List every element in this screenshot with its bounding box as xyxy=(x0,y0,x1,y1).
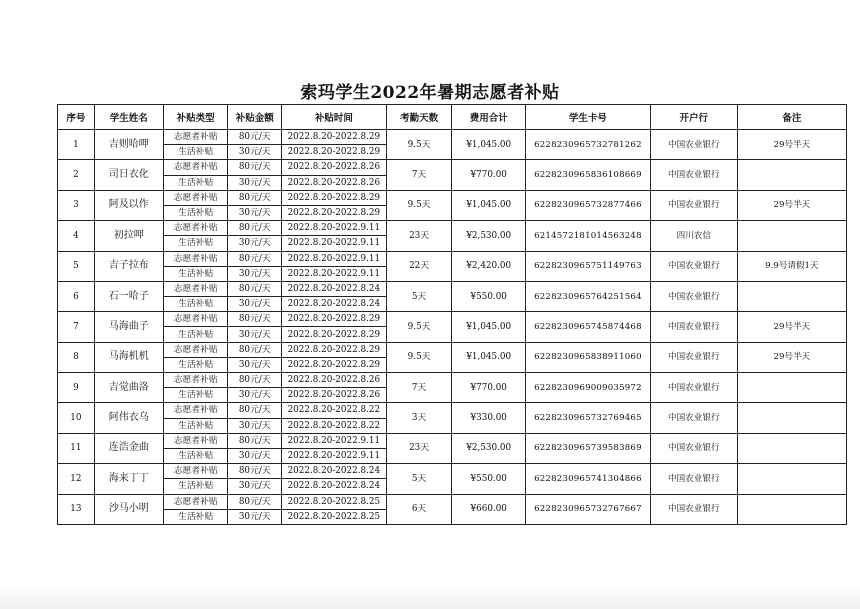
bank-name: 中国农业银行 xyxy=(650,342,737,372)
table-row xyxy=(58,130,847,145)
header-cell: 补贴金额 xyxy=(228,105,281,130)
total-amount: ¥1,045.00 xyxy=(452,130,526,160)
table-row xyxy=(58,190,847,205)
subsidy-type: 生活补贴 xyxy=(163,448,228,463)
table-row xyxy=(58,160,847,175)
total-amount: ¥1,045.00 xyxy=(452,312,526,342)
row-number: 11 xyxy=(58,433,95,463)
remark: 29号半天 xyxy=(737,312,846,342)
total-amount: ¥2,530.00 xyxy=(452,221,526,251)
table-row xyxy=(58,373,847,388)
page-bottom-edge xyxy=(0,584,860,609)
subsidy-type: 志愿者补贴 xyxy=(163,403,228,418)
subsidy-period: 2022.8.20-2022.8.29 xyxy=(281,342,386,357)
subsidy-period: 2022.8.20-2022.8.29 xyxy=(281,357,386,372)
subsidy-period: 2022.8.20-2022.8.24 xyxy=(281,479,386,494)
subsidy-type: 生活补贴 xyxy=(163,297,228,312)
row-number: 4 xyxy=(58,221,95,251)
remark: 9.9号请假1天 xyxy=(737,251,846,281)
subsidy-type: 生活补贴 xyxy=(163,205,228,220)
attendance-days: 22天 xyxy=(386,251,452,281)
subsidy-period: 2022.8.20-2022.8.26 xyxy=(281,160,386,175)
subsidy-table xyxy=(57,104,847,525)
subsidy-amount: 30元/天 xyxy=(228,327,281,342)
total-amount: ¥2,420.00 xyxy=(452,251,526,281)
subsidy-amount: 80元/天 xyxy=(228,130,281,145)
subsidy-type: 生活补贴 xyxy=(163,479,228,494)
remark xyxy=(737,160,846,190)
subsidy-type: 志愿者补贴 xyxy=(163,433,228,448)
total-amount: ¥770.00 xyxy=(452,373,526,403)
subsidy-type: 生活补贴 xyxy=(163,509,228,524)
subsidy-amount: 30元/天 xyxy=(228,205,281,220)
header-cell: 费用合计 xyxy=(452,105,526,130)
student-name: 吉子拉布 xyxy=(94,251,163,281)
subsidy-amount: 30元/天 xyxy=(228,357,281,372)
subsidy-type: 志愿者补贴 xyxy=(163,130,228,145)
bank-name: 中国农业银行 xyxy=(650,494,737,524)
subsidy-period: 2022.8.20-2022.8.29 xyxy=(281,130,386,145)
subsidy-amount: 30元/天 xyxy=(228,236,281,251)
student-card-number: 6228230965732767667 xyxy=(526,494,651,524)
bank-name: 中国农业银行 xyxy=(650,281,737,311)
subsidy-period: 2022.8.20-2022.8.24 xyxy=(281,297,386,312)
remark xyxy=(737,403,846,433)
attendance-days: 23天 xyxy=(386,433,452,463)
attendance-days: 9.5天 xyxy=(386,312,452,342)
attendance-days: 5天 xyxy=(386,281,452,311)
header-cell: 补贴类型 xyxy=(163,105,228,130)
row-number: 9 xyxy=(58,373,95,403)
subsidy-amount: 30元/天 xyxy=(228,266,281,281)
subsidy-type: 志愿者补贴 xyxy=(163,160,228,175)
total-amount: ¥550.00 xyxy=(452,281,526,311)
row-number: 10 xyxy=(58,403,95,433)
bank-name: 中国农业银行 xyxy=(650,373,737,403)
subsidy-type: 生活补贴 xyxy=(163,327,228,342)
attendance-days: 9.5天 xyxy=(386,130,452,160)
total-amount: ¥660.00 xyxy=(452,494,526,524)
bank-name: 中国农业银行 xyxy=(650,190,737,220)
subsidy-amount: 80元/天 xyxy=(228,403,281,418)
subsidy-period: 2022.8.20-2022.8.29 xyxy=(281,327,386,342)
row-number: 8 xyxy=(58,342,95,372)
remark: 29号半天 xyxy=(737,190,846,220)
subsidy-type: 生活补贴 xyxy=(163,175,228,190)
student-card-number: 6228230965838911060 xyxy=(526,342,651,372)
student-name: 连浩金曲 xyxy=(94,433,163,463)
subsidy-type: 志愿者补贴 xyxy=(163,342,228,357)
bank-name: 中国农业银行 xyxy=(650,312,737,342)
student-name: 沙马小明 xyxy=(94,494,163,524)
subsidy-type: 志愿者补贴 xyxy=(163,251,228,266)
student-card-number: 6228230965732877466 xyxy=(526,190,651,220)
row-number: 3 xyxy=(58,190,95,220)
subsidy-amount: 30元/天 xyxy=(228,145,281,160)
subsidy-amount: 80元/天 xyxy=(228,160,281,175)
subsidy-amount: 30元/天 xyxy=(228,509,281,524)
subsidy-period: 2022.8.20-2022.8.29 xyxy=(281,205,386,220)
table-row xyxy=(58,221,847,236)
subsidy-period: 2022.8.20-2022.9.11 xyxy=(281,236,386,251)
header-cell: 序号 xyxy=(58,105,95,130)
subsidy-period: 2022.8.20-2022.8.25 xyxy=(281,494,386,509)
header-cell: 备注 xyxy=(737,105,846,130)
subsidy-type: 志愿者补贴 xyxy=(163,221,228,236)
attendance-days: 7天 xyxy=(386,160,452,190)
header-cell: 开户行 xyxy=(650,105,737,130)
subsidy-amount: 30元/天 xyxy=(228,297,281,312)
row-number: 7 xyxy=(58,312,95,342)
subsidy-type: 志愿者补贴 xyxy=(163,312,228,327)
bank-name: 四川农信 xyxy=(650,221,737,251)
student-name: 初拉呷 xyxy=(94,221,163,251)
subsidy-amount: 30元/天 xyxy=(228,175,281,190)
student-name: 马海机机 xyxy=(94,342,163,372)
subsidy-amount: 80元/天 xyxy=(228,494,281,509)
attendance-days: 7天 xyxy=(386,373,452,403)
subsidy-amount: 80元/天 xyxy=(228,221,281,236)
student-name: 阿及以作 xyxy=(94,190,163,220)
subsidy-period: 2022.8.20-2022.8.22 xyxy=(281,403,386,418)
subsidy-type: 生活补贴 xyxy=(163,357,228,372)
student-card-number: 6228230965739583869 xyxy=(526,433,651,463)
remark xyxy=(737,494,846,524)
row-number: 1 xyxy=(58,130,95,160)
student-card-number: 6228230965741304866 xyxy=(526,464,651,494)
subsidy-amount: 30元/天 xyxy=(228,388,281,403)
subsidy-period: 2022.8.20-2022.9.11 xyxy=(281,221,386,236)
subsidy-period: 2022.8.20-2022.9.11 xyxy=(281,448,386,463)
attendance-days: 3天 xyxy=(386,403,452,433)
bank-name: 中国农业银行 xyxy=(650,403,737,433)
remark: 29号半天 xyxy=(737,342,846,372)
attendance-days: 5天 xyxy=(386,464,452,494)
subsidy-amount: 80元/天 xyxy=(228,312,281,327)
student-card-number: 6228230965732781262 xyxy=(526,130,651,160)
remark xyxy=(737,373,846,403)
subsidy-period: 2022.8.20-2022.8.24 xyxy=(281,464,386,479)
subsidy-amount: 80元/天 xyxy=(228,281,281,296)
attendance-days: 23天 xyxy=(386,221,452,251)
remark: 29号半天 xyxy=(737,130,846,160)
student-name: 司日衣化 xyxy=(94,160,163,190)
table-row xyxy=(58,281,847,296)
attendance-days: 6天 xyxy=(386,494,452,524)
subsidy-amount: 80元/天 xyxy=(228,190,281,205)
student-name: 马海曲子 xyxy=(94,312,163,342)
table-row xyxy=(58,464,847,479)
subsidy-period: 2022.8.20-2022.9.11 xyxy=(281,266,386,281)
subsidy-period: 2022.8.20-2022.9.11 xyxy=(281,433,386,448)
total-amount: ¥550.00 xyxy=(452,464,526,494)
total-amount: ¥1,045.00 xyxy=(452,190,526,220)
student-card-number: 6214572181014563248 xyxy=(526,221,651,251)
remark xyxy=(737,433,846,463)
subsidy-type: 生活补贴 xyxy=(163,266,228,281)
student-card-number: 6228230965836108669 xyxy=(526,160,651,190)
subsidy-period: 2022.8.20-2022.8.29 xyxy=(281,190,386,205)
row-number: 5 xyxy=(58,251,95,281)
header-row xyxy=(58,105,847,130)
row-number: 12 xyxy=(58,464,95,494)
bank-name: 中国农业银行 xyxy=(650,251,737,281)
row-number: 6 xyxy=(58,281,95,311)
subsidy-amount: 80元/天 xyxy=(228,251,281,266)
total-amount: ¥770.00 xyxy=(452,160,526,190)
subsidy-period: 2022.8.20-2022.9.11 xyxy=(281,251,386,266)
subsidy-period: 2022.8.20-2022.8.26 xyxy=(281,175,386,190)
table-row xyxy=(58,342,847,357)
subsidy-amount: 80元/天 xyxy=(228,373,281,388)
subsidy-period: 2022.8.20-2022.8.22 xyxy=(281,418,386,433)
student-card-number: 6228230965764251564 xyxy=(526,281,651,311)
total-amount: ¥1,045.00 xyxy=(452,342,526,372)
student-name: 石一哈子 xyxy=(94,281,163,311)
bank-name: 中国农业银行 xyxy=(650,433,737,463)
student-card-number: 6228230965732769465 xyxy=(526,403,651,433)
table-row xyxy=(58,251,847,266)
subsidy-period: 2022.8.20-2022.8.26 xyxy=(281,388,386,403)
subsidy-type: 生活补贴 xyxy=(163,145,228,160)
student-name: 阿伟衣乌 xyxy=(94,403,163,433)
header-cell: 学生姓名 xyxy=(94,105,163,130)
subsidy-type: 志愿者补贴 xyxy=(163,464,228,479)
bank-name: 中国农业银行 xyxy=(650,130,737,160)
student-card-number: 6228230969009035972 xyxy=(526,373,651,403)
header-cell: 考勤天数 xyxy=(386,105,452,130)
header-cell: 学生卡号 xyxy=(526,105,651,130)
row-number: 13 xyxy=(58,494,95,524)
table-row xyxy=(58,312,847,327)
subsidy-type: 生活补贴 xyxy=(163,418,228,433)
document-title: 索玛学生2022年暑期志愿者补贴 xyxy=(300,83,560,103)
subsidy-type: 志愿者补贴 xyxy=(163,190,228,205)
remark xyxy=(737,281,846,311)
table-row xyxy=(58,403,847,418)
total-amount: ¥2,530.00 xyxy=(452,433,526,463)
subsidy-amount: 80元/天 xyxy=(228,464,281,479)
subsidy-amount: 30元/天 xyxy=(228,418,281,433)
subsidy-amount: 80元/天 xyxy=(228,342,281,357)
attendance-days: 9.5天 xyxy=(386,342,452,372)
subsidy-type: 志愿者补贴 xyxy=(163,281,228,296)
subsidy-amount: 80元/天 xyxy=(228,433,281,448)
subsidy-type: 志愿者补贴 xyxy=(163,373,228,388)
subsidy-amount: 30元/天 xyxy=(228,479,281,494)
bank-name: 中国农业银行 xyxy=(650,464,737,494)
student-card-number: 6228230965751149763 xyxy=(526,251,651,281)
subsidy-type: 生活补贴 xyxy=(163,236,228,251)
remark xyxy=(737,221,846,251)
table-row xyxy=(58,494,847,509)
subsidy-type: 生活补贴 xyxy=(163,388,228,403)
subsidy-period: 2022.8.20-2022.8.29 xyxy=(281,312,386,327)
header-cell: 补贴时间 xyxy=(281,105,386,130)
student-name: 吉觉曲洛 xyxy=(94,373,163,403)
subsidy-period: 2022.8.20-2022.8.26 xyxy=(281,373,386,388)
student-name: 吉则哈呷 xyxy=(94,130,163,160)
subsidy-type: 志愿者补贴 xyxy=(163,494,228,509)
subsidy-period: 2022.8.20-2022.8.25 xyxy=(281,509,386,524)
subsidy-amount: 30元/天 xyxy=(228,448,281,463)
table-row xyxy=(58,433,847,448)
total-amount: ¥330.00 xyxy=(452,403,526,433)
row-number: 2 xyxy=(58,160,95,190)
attendance-days: 9.5天 xyxy=(386,190,452,220)
table-body xyxy=(58,130,847,525)
student-name: 海来丁丁 xyxy=(94,464,163,494)
subsidy-period: 2022.8.20-2022.8.29 xyxy=(281,145,386,160)
remark xyxy=(737,464,846,494)
subsidy-period: 2022.8.20-2022.8.24 xyxy=(281,281,386,296)
bank-name: 中国农业银行 xyxy=(650,160,737,190)
student-card-number: 6228230965745874468 xyxy=(526,312,651,342)
